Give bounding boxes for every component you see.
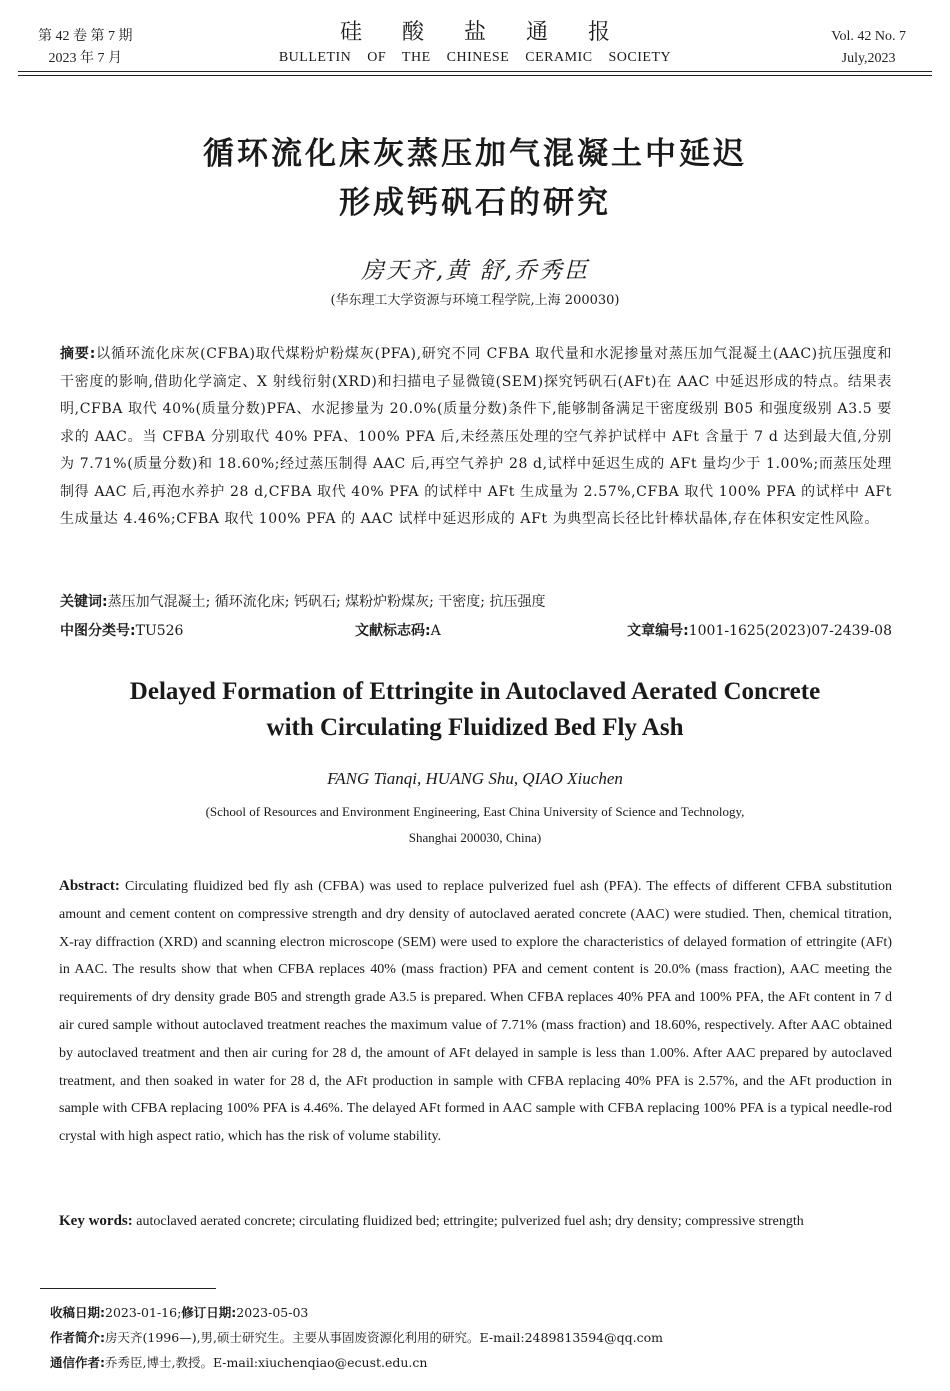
volume-issue-en: Vol. 42 No. 7	[831, 29, 906, 44]
abstract-cn-label: 摘要:	[60, 346, 96, 362]
footnote-rule	[40, 1288, 216, 1289]
date-separator: ;	[177, 1305, 182, 1320]
affiliation-cn: (华东理工大学资源与环境工程学院,上海 200030)	[330, 293, 620, 308]
revised-date: 2023-05-03	[236, 1305, 309, 1320]
author-bio-label: 作者简介:	[50, 1330, 105, 1345]
title-en-line1: Delayed Formation of Ettringite in Autoclaved Aerated Concrete	[129, 678, 821, 705]
abstract-en-label: Abstract:	[59, 878, 120, 894]
keywords-cn-text: 蒸压加气混凝土; 循环流化床; 钙矾石; 煤粉炉粉煤灰; 干密度; 抗压强度	[107, 594, 546, 610]
keywords-en	[59, 1208, 892, 1236]
corresponding-text: 乔秀臣,博士,教授。E-mail:xiuchenqiao@ecust.edu.cn	[105, 1355, 428, 1370]
authors-en: FANG Tianqi, HUANG Shu, QIAO Xiuchen	[327, 769, 623, 788]
keywords-cn-label: 关键词:	[60, 594, 108, 610]
abstract-en	[59, 873, 892, 1151]
clc-value: TU526	[135, 623, 184, 639]
clc-number	[60, 620, 183, 642]
author-bio-text: 房天齐(1996—),男,硕士研究生。主要从事固废资源化利用的研究。E-mail:2489813594@qq.com	[105, 1330, 663, 1345]
article-number	[627, 620, 892, 642]
revised-label: 修订日期:	[181, 1305, 237, 1320]
abstract-cn	[60, 341, 892, 534]
doc-code-value: A	[430, 623, 441, 639]
journal-name-cn: 硅酸盐通报	[339, 20, 650, 45]
journal-name-en: BULLETIN OF THE CHINESE CERAMIC SOCIETY	[278, 50, 672, 65]
volume-issue-cn: 第 42 卷 第 7 期	[38, 29, 133, 44]
authors-cn: 房天齐,黄 舒,乔秀臣	[361, 258, 589, 284]
header-rule-thick	[18, 71, 932, 72]
received-label: 收稿日期:	[50, 1305, 105, 1320]
journal-name	[0, 18, 950, 68]
date-cn: 2023 年 7 月	[48, 51, 122, 66]
keywords-en-label: Key words:	[59, 1213, 133, 1229]
keywords-en-text: autoclaved aerated concrete; circulating fluidized bed; ettringite; pulverized fuel ash; dry density; compressive strength	[132, 1214, 804, 1229]
affiliation-en-line1: (School of Resources and Environment Engineering, East China University of Science and Technology,	[205, 804, 745, 819]
document-code	[355, 620, 441, 642]
title-cn-line2: 形成钙矾石的研究	[339, 185, 611, 221]
header-rule-thin	[18, 75, 932, 76]
header-volume-en	[831, 26, 906, 70]
keywords-cn	[60, 591, 892, 613]
clc-label: 中图分类号:	[60, 623, 136, 639]
footnote-author-bio	[50, 1328, 910, 1348]
received-date: 2023-01-16	[105, 1305, 178, 1320]
article-number-label: 文章编号:	[627, 623, 689, 639]
date-en: July,2023	[841, 51, 896, 66]
corresponding-label: 通信作者:	[50, 1355, 105, 1370]
title-en-line2: with Circulating Fluidized Bed Fly Ash	[266, 714, 684, 741]
footnote-corresponding	[50, 1353, 910, 1373]
doc-code-label: 文献标志码:	[355, 623, 431, 639]
abstract-en-text: Circulating fluidized bed fly ash (CFBA) was used to replace pulverized fuel ash (PFA). The effects of different CFBA substitution amount and cement content on compressive strength and dry density of autoclaved aerated concrete (AAC) were studied. Then, chemical titration, X-ray diffraction (XRD) and scanning electron microscope (SEM) were used to explore the characteristics of delayed formation of ettringite (AFt) in AAC. The results show that when CFBA replaces 40% (mass fraction) PFA and cement content is 20.0% (mass fraction), AAC meeting the requirements of dry density grade B05 and strength grade A3.5 is prepared. When CFBA replaces 40% PFA and 100% PFA, the AFt content in 7 d air cured sample without autoclaved treatment reaches the maximum value of 7.71% (mass fraction) and 18.60%, respectively. After AAC obtained by autoclaved treatment and then air curing for 28 d, the amount of AFt delayed in sample is less than 1.00%. After AAC prepared by autoclaved treatment, and then soaked in water for 28 d, the AFt production in sample with CFBA replacing 40% PFA is 2.57%, and the AFt production in sample with CFBA replacing 100% PFA is 4.46%. The delayed AFt formed in AAC sample with CFBA replacing 100% PFA is a typical needle-rod crystal with high aspect ratio, which has the risk of volume stability.	[59, 879, 892, 1145]
title-cn-line1: 循环流化床灰蒸压加气混凝土中延迟	[203, 136, 747, 172]
affiliation-en	[150, 799, 800, 851]
footnote-dates	[50, 1303, 910, 1323]
article-number-value: 1001-1625(2023)07-2439-08	[688, 623, 892, 639]
abstract-cn-text: 以循环流化床灰(CFBA)取代煤粉炉粉煤灰(PFA),研究不同 CFBA 取代量和水泥掺量对蒸压加气混凝土(AAC)抗压强度和干密度的影响,借助化学滴定、X 射线衍射(XRD)和扫描电子显微镜(SEM)探究钙矾石(AFt)在 AAC 中延迟形成的特点。结果表明,CFBA 取代 40%(质量分数)PFA、水泥掺量为 20.0%(质量分数)条件下,能够制备满足干密度级别 B05 和强度级别 A3.5 要求的 AAC。当 CFBA 分别取代 40% PFA、100% PFA 后,未经蒸压处理的空气养护试样中 AFt 含量于 7 d 达到最大值,分别为 7.71%(质量分数)和 18.60%;经过蒸压制得 AAC 后,再空气养护 28 d,试样中延迟生成的 AFt 量均少于 1.00%;而蒸压处理制得 AAC 后,再泡水养护 28 d,CFBA 取代 40% PFA 的试样中 AFt 生成量为 2.57%,CFBA 取代 100% PFA 的试样中 AFt 生成量达 4.46%;CFBA 取代 100% PFA 的 AAC 试样中延迟形成的 AFt 为典型高长径比针棒状晶体,存在体积安定性风险。	[60, 346, 893, 527]
affiliation-en-line2: Shanghai 200030, China)	[408, 830, 542, 845]
